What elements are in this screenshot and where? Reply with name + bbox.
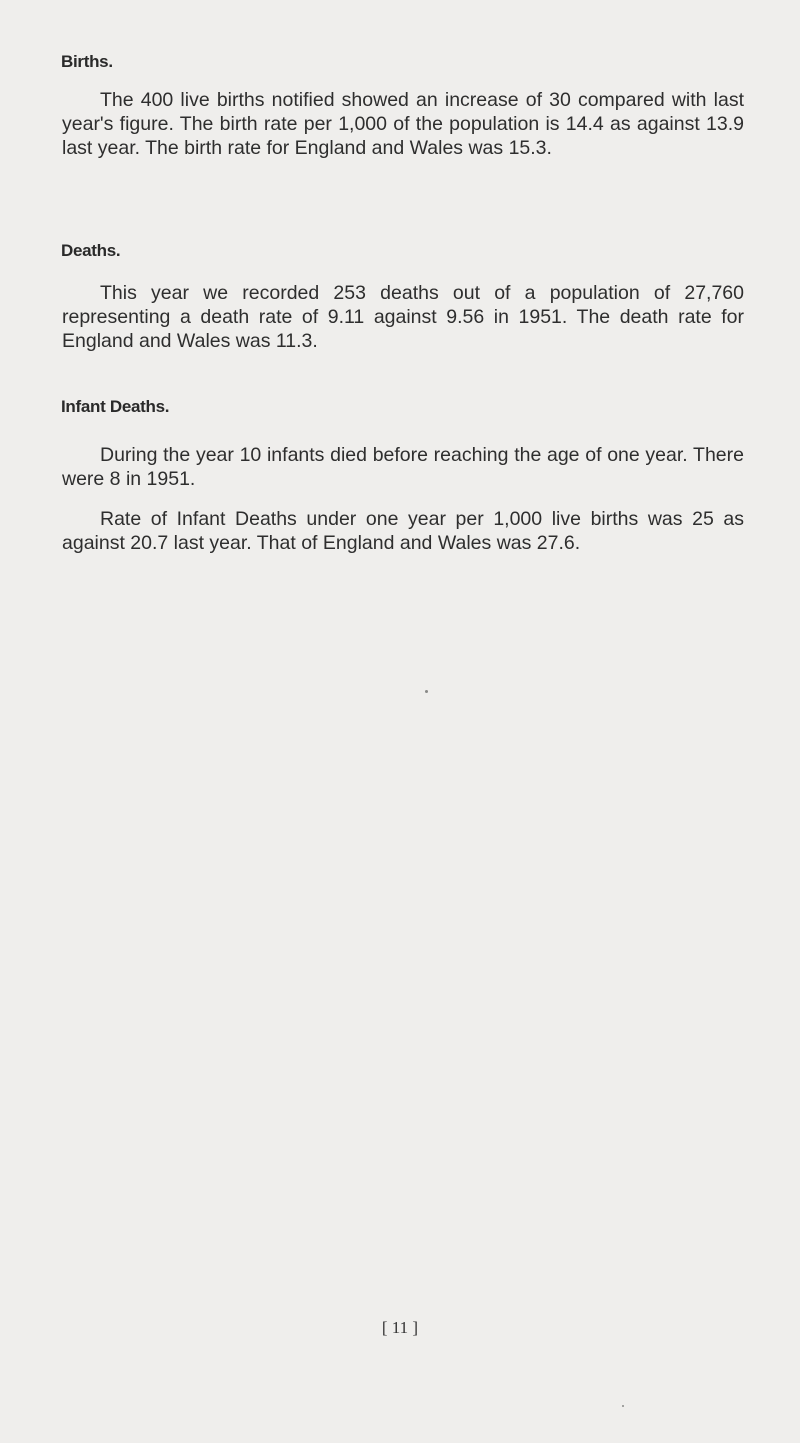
deaths-paragraph: This year we recorded 253 deaths out of a population of 27,760 representing a death rate of 9.11 against 9.56 in 1951. The death rate for England and Wales was 11.3. [62,282,744,352]
infant-deaths-paragraph-1: During the year 10 infants died before reaching the age of one year. There were 8 in 1951. [62,444,744,490]
deaths-heading: Deaths. [61,241,121,260]
print-speck [622,1405,624,1407]
infant-deaths-paragraph-2: Rate of Infant Deaths under one year per 1,000 live births was 25 as against 20.7 last year. That of England and Wales was 27.6. [62,508,744,554]
births-heading: Births. [61,52,113,71]
print-speck [425,690,428,693]
infant-deaths-heading: Infant Deaths. [61,397,170,416]
births-paragraph: The 400 live births notified showed an increase of 30 compared with last year's figure. The birth rate per 1,000 of the population is 14.4 as against 13.9 last year. The birth rate for England and Wales was 15.3. [62,89,744,159]
page-number: [ 11 ] [381,1318,419,1337]
